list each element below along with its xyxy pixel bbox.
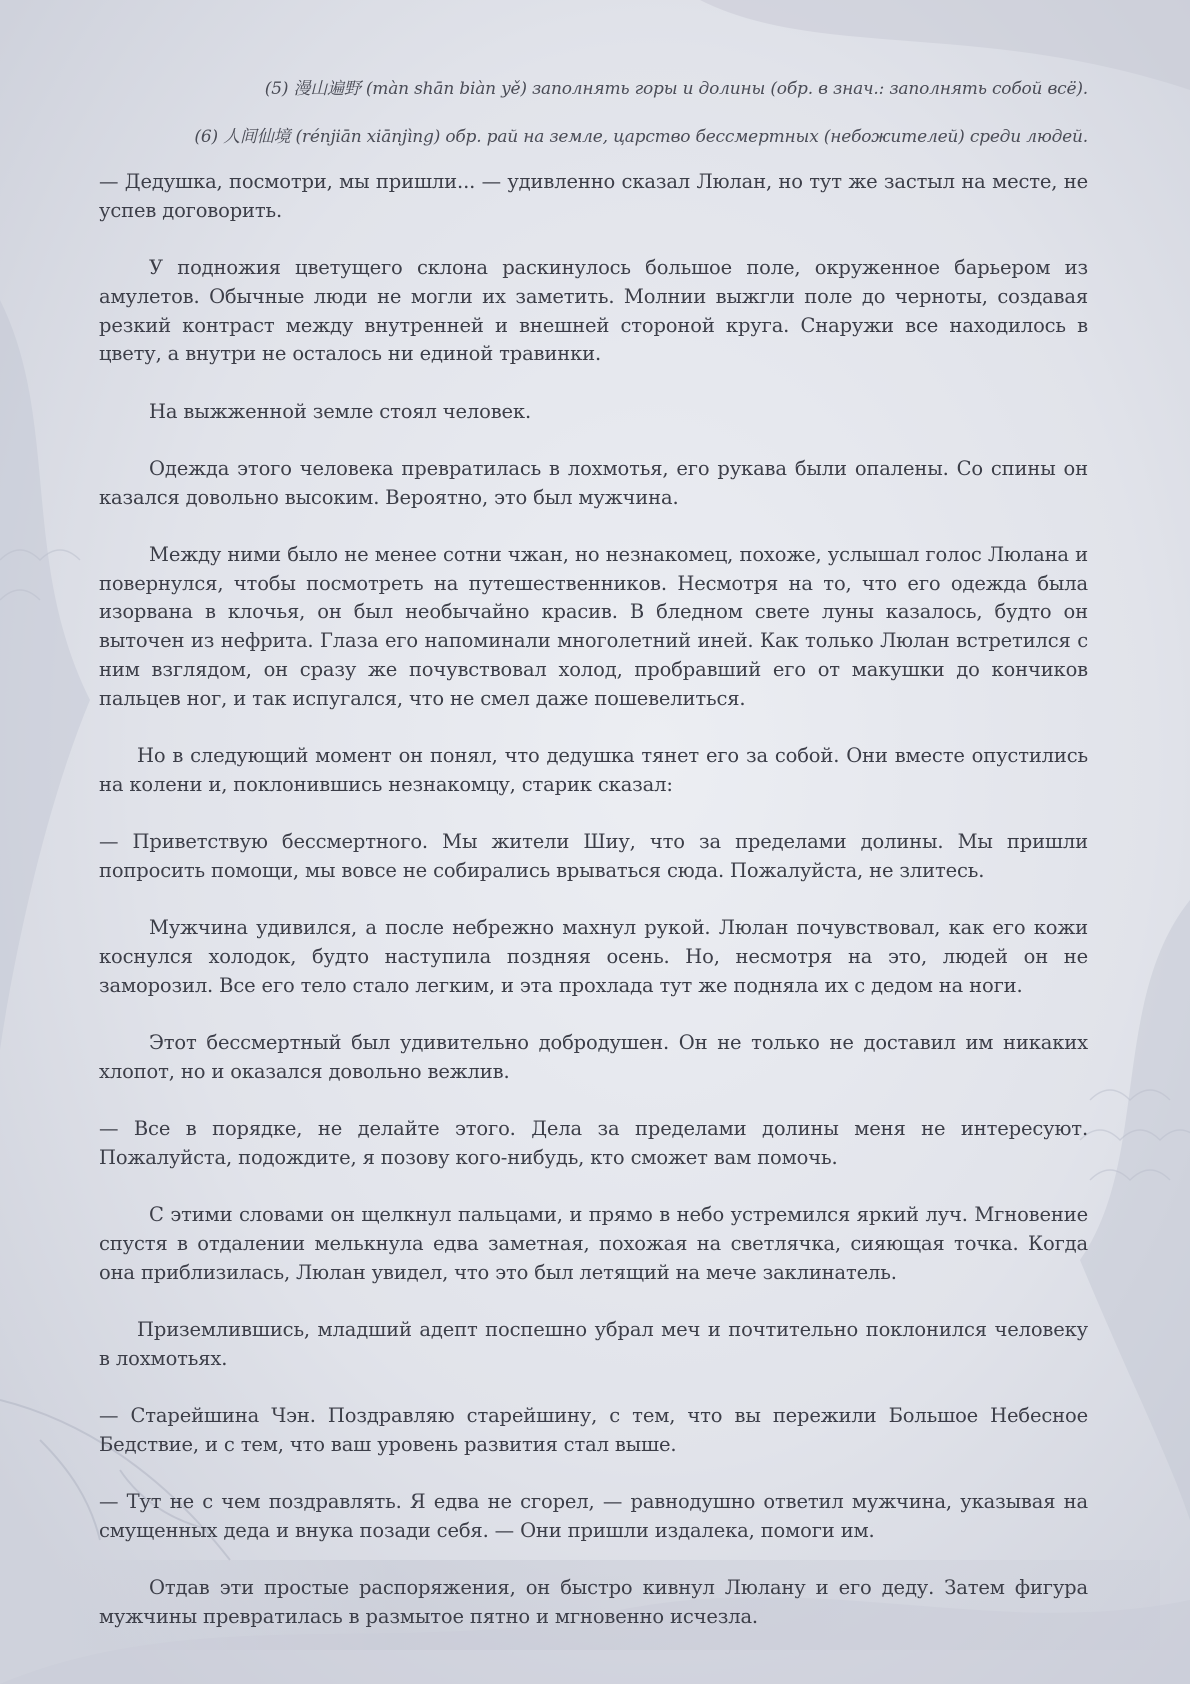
paragraph: — Старейшина Чэн. Поздравляю старейшину, с тем, что вы пережили Большое Небесное Бедствие, и с тем, что ваш уровень развития стал выше.	[99, 1404, 1088, 1456]
paragraph: Мужчина удивился, а после небрежно махнул рукой. Люлан почувствовал, как его кожи коснулся холодок, будто наступила поздняя осень. Но, несмотря на это, людей он не заморозил. Все его тело стало легким, и эта прохлада тут же подняла их с дедом на ноги.	[99, 916, 1088, 997]
paragraph: — Тут не с чем поздравлять. Я едва не сгорел, — равнодушно ответил мужчина, указывая на смущенных деда и внука позади себя. — Они пришли издалека, помоги им.	[99, 1490, 1088, 1542]
document-page	[99, 78, 1088, 1660]
paragraph: Одежда этого человека превратилась в лохмотья, его рукава были опалены. Со спины он казался довольно высоким. Вероятно, это был мужчина.	[99, 456, 1088, 509]
paragraph: — Дедушка, посмотри, мы пришли... — удивленно сказал Люлан, но тут же застыл на месте, не успев договорить.	[99, 170, 1088, 222]
paragraph: На выжженной земле стоял человек.	[149, 399, 531, 423]
paragraph: Этот бессмертный был удивительно добродушен. Он не только не доставил им никаких хлопот, но и оказался довольно вежлив.	[99, 1030, 1088, 1083]
paragraph: С этими словами он щелкнул пальцами, и прямо в небо устремился яркий луч. Мгновение спустя в отдалении мелькнула едва заметная, похожая на светлячка, сияющая точка. Когда она приблизилась, Люлан увидел, что это был летящий на мече заклинатель.	[99, 1203, 1088, 1284]
paragraph: У подножия цветущего склона раскинулось большое поле, окруженное барьером из амулетов. Обычные люди не могли их заметить. Молнии выжгли поле до черноты, создавая резкий контраст между внутренней и внешней стороной круга. Снаружи все находилось в цвету, а внутри не осталось ни единой травинки.	[99, 256, 1088, 366]
paragraph: — Все в порядке, не делайте этого. Дела за пределами долины меня не интересуют. Пожалуйста, подождите, я позову кого-нибудь, кто сможет вам помочь.	[99, 1117, 1088, 1169]
footnote-6: (6) 人间仙境 (rénjiān xiānjìng) обр. рай на земле, царство бессмертных (небожителей) среди людей.	[194, 127, 1088, 147]
paragraph: Приземлившись, младший адепт поспешно убрал меч и почтительно поклонился человеку в лохмотьях.	[99, 1317, 1088, 1370]
paragraph: Отдав эти простые распоряжения, он быстро кивнул Люлану и его деду. Затем фигура мужчины превратилась в размытое пятно и мгновенно исчезла.	[99, 1576, 1088, 1628]
footnote-5: (5) 漫山遍野 (màn shān biàn yě) заполнять горы и долины (обр. в знач.: заполнять собой всё).	[264, 79, 1088, 99]
paragraph: Между ними было не менее сотни чжан, но незнакомец, похоже, услышал голос Люлана и повернулся, чтобы посмотреть на путешественников. Несмотря на то, что его одежда была изорвана в клочья, он был необычайно красив. В бледном свете луны казалось, будто он выточен из нефрита. Глаза его напоминали многолетний иней. Как только Люлан встретился с ним взглядом, он сразу же почувствовал холод, пробравший его от макушки до кончиков пальцев ног, и так испугался, что не смел даже пошевелиться.	[99, 543, 1088, 710]
paragraph: — Приветствую бессмертного. Мы жители Шиу, что за пределами долины. Мы пришли попросить помощи, мы вовсе не собирались врываться сюда. Пожалуйста, не злитесь.	[99, 830, 1088, 882]
paragraph: Но в следующий момент он понял, что дедушка тянет его за собой. Они вместе опустились на колени и, поклонившись незнакомцу, старик сказал:	[99, 743, 1088, 796]
